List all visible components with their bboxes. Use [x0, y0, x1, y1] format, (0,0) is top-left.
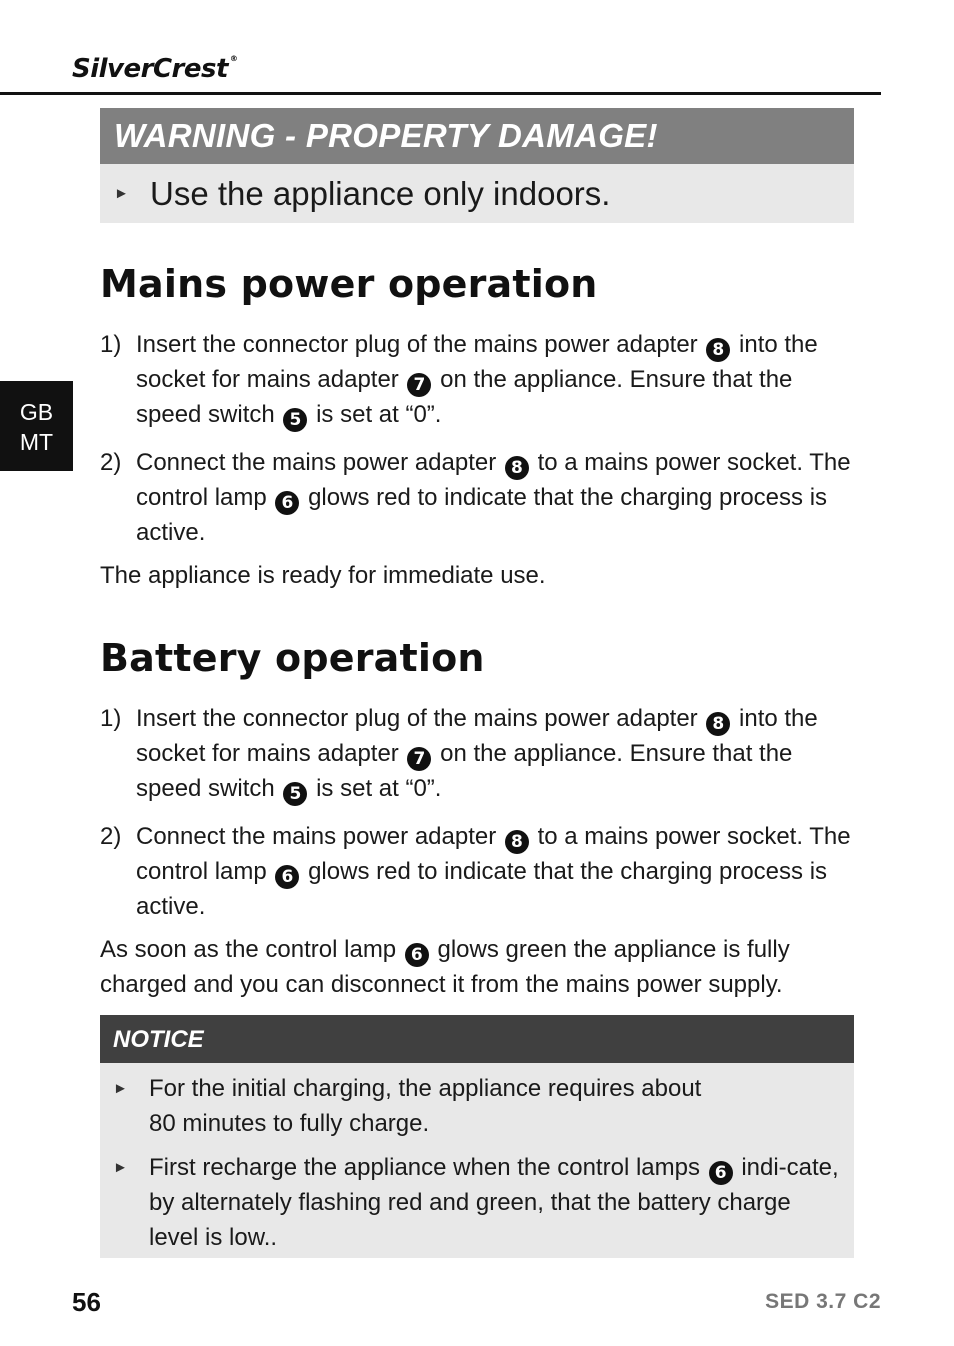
mains-step-1: [100, 327, 860, 432]
step-text: into the socket for mains adapter: [136, 331, 818, 393]
step-text: into the socket for mains adapter: [136, 705, 818, 767]
step-text: to a mains power socket. The control lamp: [136, 823, 851, 885]
brand-name: SilverCrest: [72, 54, 228, 84]
notice-box: [100, 1015, 854, 1258]
number-5-icon: 5: [283, 782, 307, 806]
number-7-icon: 7: [407, 373, 431, 397]
step-text: on the appliance. Ensure that the speed switch: [136, 740, 793, 802]
mains-ready-text: The appliance is ready for immediate use.: [100, 562, 546, 589]
page-number: 56: [72, 1287, 101, 1317]
battery-green-text: [100, 932, 860, 1002]
warning-title: WARNING - PROPERTY DAMAGE!: [100, 108, 854, 164]
step-number: 1): [100, 705, 122, 732]
notice-item-1: [113, 1071, 843, 1141]
header-rule: [0, 92, 881, 95]
notice-text: First recharge the appliance when the control lamps: [149, 1154, 700, 1181]
number-7-icon: 7: [407, 747, 431, 771]
battery-step-1: [100, 701, 860, 806]
step-number: 2): [100, 823, 122, 850]
battery-heading: Battery operation: [100, 636, 485, 680]
step-text: Insert the connector plug of the mains power adapter: [136, 331, 698, 358]
lang-mt: MT: [19, 429, 54, 455]
number-8-icon: 8: [706, 712, 730, 736]
step-number: 2): [100, 449, 122, 476]
warning-box: [100, 108, 854, 223]
step-text: glows red to indicate that the charging process is active.: [136, 858, 828, 920]
notice-text: indi-cate, by alternately flashing red and green, that the battery charge level is low..: [149, 1154, 839, 1251]
step-text: glows red to indicate that the charging process is active.: [136, 484, 828, 546]
number-6-icon: 6: [275, 491, 299, 515]
number-5-icon: 5: [283, 408, 307, 432]
step-text: Connect the mains power adapter: [136, 449, 497, 476]
step-text: on the appliance. Ensure that the speed switch: [136, 366, 793, 428]
bullet-arrow-icon: ►: [113, 1159, 128, 1176]
step-text: Insert the connector plug of the mains power adapter: [136, 705, 698, 732]
number-8-icon: 8: [505, 830, 529, 854]
lang-gb: GB: [19, 399, 54, 425]
number-8-icon: 8: [505, 456, 529, 480]
step-text: to a mains power socket. The control lamp: [136, 449, 851, 511]
brand-logo: [72, 54, 237, 84]
step-text: is set at “0”.: [316, 775, 442, 802]
mains-step-2: [100, 445, 860, 550]
para-text: glows green the appliance is fully charged and you can disconnect it from the mains power supply.: [100, 936, 790, 998]
para-text: As soon as the control lamp: [100, 936, 397, 963]
model-number: SED 3.7 C2: [765, 1290, 881, 1313]
notice-body: [100, 1063, 854, 1258]
number-8-icon: 8: [706, 338, 730, 362]
registered-mark: ®: [229, 54, 238, 63]
step-text: Connect the mains power adapter: [136, 823, 497, 850]
warning-item-text: Use the appliance only indoors.: [150, 174, 611, 212]
notice-text: For the initial charging, the appliance requires about: [149, 1075, 702, 1102]
number-6-icon: 6: [405, 943, 429, 967]
step-number: 1): [100, 331, 122, 358]
notice-text: 80 minutes to fully charge.: [149, 1110, 430, 1137]
number-6-icon: 6: [709, 1161, 733, 1185]
notice-title: NOTICE: [100, 1015, 854, 1063]
mains-heading: Mains power operation: [100, 262, 598, 306]
language-tab: [0, 381, 73, 471]
notice-item-2: [113, 1150, 843, 1255]
step-text: is set at “0”.: [316, 401, 442, 428]
bullet-arrow-icon: ►: [114, 185, 129, 202]
warning-item: [100, 164, 854, 223]
battery-step-2: [100, 819, 860, 924]
bullet-arrow-icon: ►: [113, 1080, 128, 1097]
number-6-icon: 6: [275, 865, 299, 889]
